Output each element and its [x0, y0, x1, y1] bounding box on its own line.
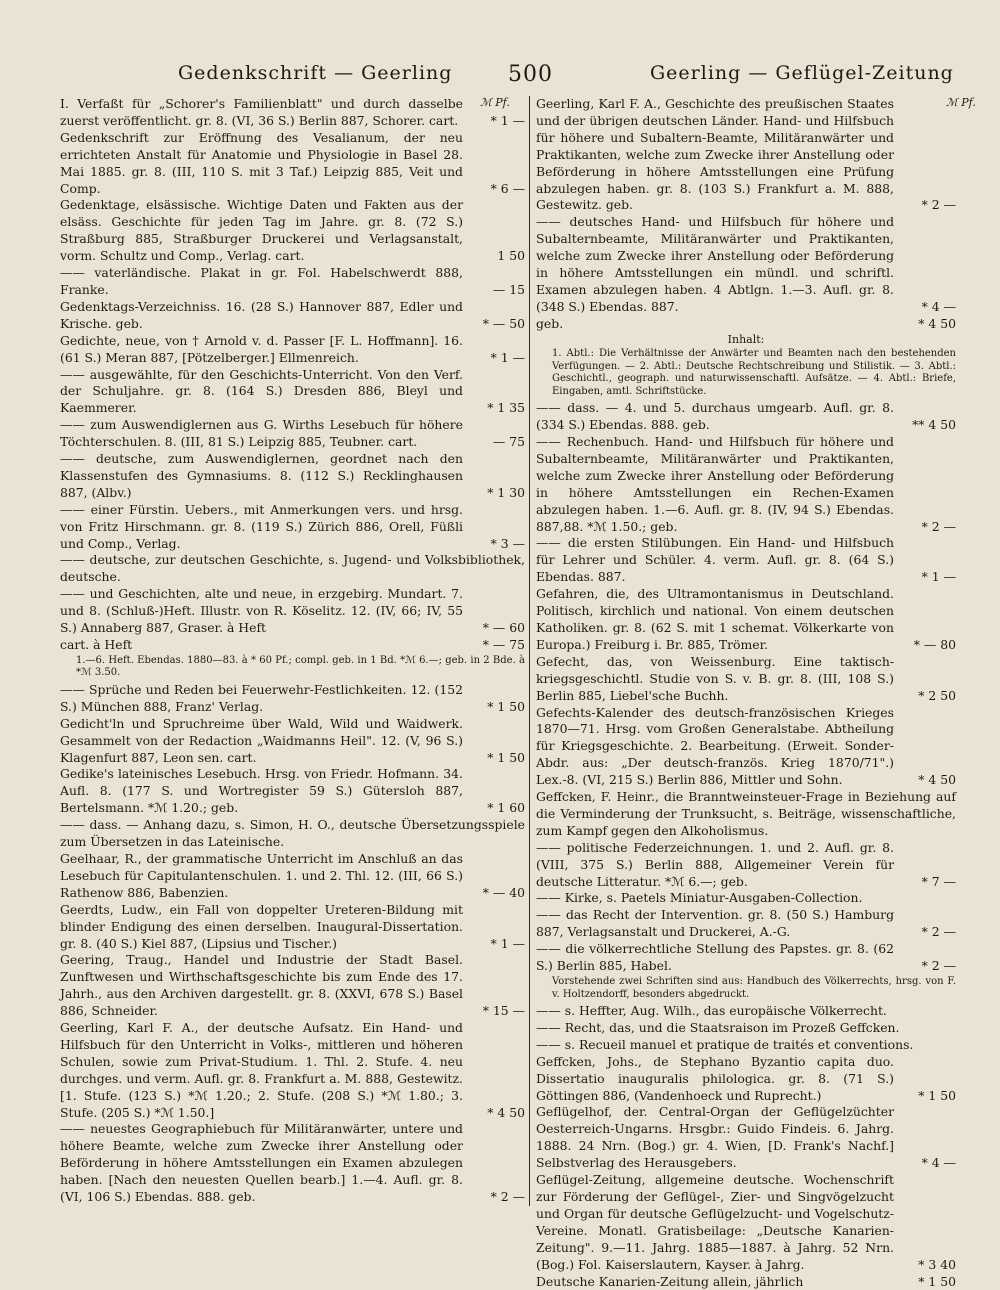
entry-price: * 6 — — [465, 181, 525, 198]
entry-text: Gefecht, das, von Weissenburg. Eine taktisch-kriegsgeschichtl. Studie von S. v. B. gr. 8. (III, 108 S.) Berlin 885, Liebel'sche Buchh. — [536, 654, 894, 705]
bibliography-entry — [536, 316, 956, 333]
entry-text: Geflügel-Zeitung, allgemeine deutsche. Wochenschrift zur Förderung der Geflügel-, Zier- und Singvögelzucht und Organ für deutsche Geflügelzucht- und Vogelschutz-Vereine. Monatl. Gratisbeilage: „Deutsche Kanarien-Zeitung". 9.—11. Jahrg. 1885—1887. à Jahrg. 52 Nrn. (Bog.) Fol. Kaiserslautern, Kayser. à Jahrg. — [536, 1172, 894, 1273]
entry-text: —— Recht, das, und die Staatsraison im Prozeß Geffcken. — [536, 1020, 956, 1037]
entry-text: —— deutsche, zum Auswendiglernen, geordnet nach den Klassenstufen des Gymnasiums. 8. (112 S.) Recklinghausen 887, (Albv.) — [60, 451, 463, 502]
bibliography-entry — [60, 682, 525, 716]
entry-price: * 1 60 — [465, 800, 525, 817]
entry-note: Vorstehende zwei Schriften sind aus: Handbuch des Völkerrechts, hrsg. von F. v. Holtzendorff, besonders abgedruckt. — [536, 976, 956, 1001]
column-divider — [529, 96, 530, 1206]
entry-price: * — 80 — [896, 637, 956, 654]
entry-price: * — 50 — [465, 316, 525, 333]
bibliography-entry — [536, 1003, 956, 1020]
entry-note: Inhalt: — [536, 334, 956, 347]
entry-text: —— einer Fürstin. Uebers., mit Anmerkungen vers. und hrsg. von Fritz Hirschmann. gr. 8. (119 S.) Zürich 886, Orell, Füßli und Comp., Verlag. — [60, 502, 463, 553]
entry-text: —— und Geschichten, alte und neue, in erzgebirg. Mundart. 7. und 8. (Schluß-)Heft. Illustr. von R. Köselitz. 12. (IV, 66; IV, 55 S.) Annaberg 887, Graser. à Heft — [60, 586, 463, 637]
entry-price: * 4 50 — [896, 316, 956, 333]
entry-text: —— Kirke, s. Paetels Miniatur-Ausgaben-Collection. — [536, 890, 956, 907]
bibliography-entry — [60, 637, 525, 654]
bibliography-entry — [536, 907, 956, 941]
entry-text: —— die ersten Stilübungen. Ein Hand- und Hilfsbuch für Lehrer und Schüler. 4. verm. Aufl. gr. 8. (64 S.) Ebendas. 887. — [536, 535, 894, 586]
entry-text: Geffcken, F. Heinr., die Branntweinsteuer-Frage in Beziehung auf die Verminderung der Trunksucht, s. Beiträge, wissenschaftliche, zum Kampf gegen den Alkoholismus. — [536, 789, 956, 840]
entry-text: I. Verfaßt für „Schorer's Familienblatt" und durch dasselbe zuerst veröffentlicht. gr. 8. (VI, 36 S.) Berlin 887, Schorer. cart. — [60, 96, 463, 130]
entry-text: Geflügelhof, der. Central-Organ der Geflügelzüchter Oesterreich-Ungarns. Hrsgbr.: Guido Findeis. 6. Jahrg. 1888. 24 Nrn. (Bog.) gr. 4. Wien, [D. Frank's Nachf.] Selbstverlag des Herausgebers. — [536, 1104, 894, 1172]
bibliography-entry — [60, 502, 525, 553]
bibliography-entry — [60, 817, 525, 851]
bibliography-entry — [536, 400, 956, 434]
entry-price: * 1 — — [465, 936, 525, 953]
bibliography-entry — [60, 1121, 525, 1206]
entry-price: * 2 — — [896, 924, 956, 941]
bibliography-entry — [60, 367, 525, 418]
bibliography-entry — [60, 586, 525, 637]
bibliography-entry — [536, 705, 956, 790]
bibliography-entry — [536, 840, 956, 891]
entry-price: * 2 — — [896, 958, 956, 975]
header-left: Gedenkschrift — Geerling — [178, 62, 452, 84]
entry-text: Gedicht'ln und Spruchreime über Wald, Wild und Waidwerk. Gesammelt von der Redaction „Waidmanns Heil". 12. (V, 96 S.) Klagenfurt 887, Leon sen. cart. — [60, 716, 463, 767]
running-head — [60, 62, 955, 96]
entry-text: —— Rechenbuch. Hand- und Hilfsbuch für höhere und Subalternbeamte, Militäranwärter und Praktikanten, welche zum Zwecke ihrer Anstellung oder Beförderung in höhere Amtsstellungen ein Rechen-Examen abzulegen haben. 1.—6. Aufl. gr. 8. (IV, 94 S.) Ebendas. 887,88. *ℳ 1.50.; geb. — [536, 434, 894, 535]
bibliography-entry — [60, 417, 525, 451]
bibliography-entry — [60, 96, 525, 130]
entry-text: cart. à Heft — [60, 637, 463, 654]
bibliography-entry — [60, 197, 525, 265]
entry-price: * 2 — — [465, 1189, 525, 1206]
entry-text: —— zum Auswendiglernen aus G. Wirths Lesebuch für höhere Töchterschulen. 8. (III, 81 S.) Leipzig 885, Teubner. cart. — [60, 417, 463, 451]
entry-price: * 15 — — [465, 1003, 525, 1020]
entry-price: * 2 — — [896, 197, 956, 214]
bibliography-entry — [536, 96, 956, 214]
bibliography-entry — [60, 130, 525, 198]
entry-text: —— dass. — 4. und 5. durchaus umgearb. Aufl. gr. 8. (334 S.) Ebendas. 888. geb. — [536, 400, 894, 434]
entry-price: * 1 50 — [465, 699, 525, 716]
page-number: 500 — [508, 62, 553, 87]
bibliography-entry — [60, 766, 525, 817]
entry-price: * — 75 — [465, 637, 525, 654]
entry-price: * 4 — — [896, 299, 956, 316]
bibliography-entry — [536, 890, 956, 907]
entry-text: —— s. Heffter, Aug. Wilh., das europäische Völkerrecht. — [536, 1003, 956, 1020]
entry-note: 1. Abtl.: Die Verhältnisse der Anwärter und Beamten nach den bestehenden Verfügungen. — 2. Abtl.: Deutsche Rechtschreibung und Stilistik. — 3. Abtl.: Geschichtl., geograph. und naturwissenschaftl. Aufsätze. — 4. Abtl.: Briefe, Eingaben, amtl. Schriftstücke. — [536, 348, 956, 398]
entry-price: * 1 30 — [465, 485, 525, 502]
entry-text: —— dass. — Anhang dazu, s. Simon, H. O., deutsche Übersetzungsspiele zum Übersetzen in das Lateinische. — [60, 817, 525, 851]
entry-price: * 1 — — [465, 350, 525, 367]
entry-text: Gefechts-Kalender des deutsch-französischen Krieges 1870—71. Hrsg. vom Großen Generalstabe. Abtheilung für Kriegsgeschichte. 2. Bearbeitung. (Erweit. Sonder-Abdr. aus: „Der deutsch-französ. Krieg 1870/71".) Lex.-8. (VI, 215 S.) Berlin 886, Mittler und Sohn. — [536, 705, 894, 790]
entry-note: 1.—6. Heft. Ebendas. 1880—83. à * 60 Pf.; compl. geb. in 1 Bd. *ℳ 6.—; geb. in 2 Bde. à *ℳ 3.50. — [60, 655, 525, 680]
entry-text: Gedenktage, elsässische. Wichtige Daten und Fakten aus der elsäss. Geschichte für jeden Tag im Jahre. gr. 8. (72 S.) Straßburg 885, Straßburger Druckerei und Verlagsanstalt, vorm. Schultz und Comp., Verlag. cart. — [60, 197, 463, 265]
entry-text: —— Sprüche und Reden bei Feuerwehr-Festlichkeiten. 12. (152 S.) München 888, Franz' Verlag. — [60, 682, 463, 716]
entry-text: —— politische Federzeichnungen. 1. und 2. Aufl. gr. 8. (VIII, 375 S.) Berlin 888, Allgemeiner Verein für deutsche Litteratur. *ℳ 6.—; geb. — [536, 840, 894, 891]
entry-price: * 1 35 — [465, 400, 525, 417]
entry-price: * 1 50 — [465, 750, 525, 767]
entry-text: —— vaterländische. Plakat in gr. Fol. Habelschwerdt 888, Franke. — [60, 265, 463, 299]
entry-price: * — 40 — [465, 885, 525, 902]
entry-text: Gedenkschrift zur Eröffnung des Vesalianum, der neu errichteten Anstalt für Anatomie und Physiologie in Basel 28. Mai 1885. gr. 8. (III, 110 S. mit 3 Taf.) Leipzig 885, Veit und Comp. — [60, 130, 463, 198]
bibliography-entry — [60, 552, 525, 586]
entry-price: * 2 — — [896, 519, 956, 536]
entry-text: —— ausgewählte, für den Geschichts-Unterricht. Von den Verf. der Schuljahre. gr. 8. (164 S.) Dresden 886, Bleyl und Kaemmerer. — [60, 367, 463, 418]
bibliography-entry — [536, 434, 956, 535]
entry-text: —— neuestes Geographiebuch für Militäranwärter, untere und höhere Beamte, welche zum Zwecke ihrer Anstellung oder Beförderung in höhere Amtsstellungen ein Examen abzulegen haben. [Nach den neuesten Quellen bearb.] 1.—4. Aufl. gr. 8. (VI, 106 S.) Ebendas. 888. geb. — [60, 1121, 463, 1206]
entry-price: * 3 40 — [896, 1257, 956, 1274]
entry-text: Gefahren, die, des Ultramontanismus in Deutschland. Politisch, kirchlich und national. Von einem deutschen Katholiken. gr. 8. (62 S. mit 1 schemat. Völkerkarte von Europa.) Freiburg i. Br. 885, Trömer. — [536, 586, 894, 654]
left-column — [60, 96, 525, 1206]
entry-text: Geerdts, Ludw., ein Fall von doppelter Ureteren-Bildung mit blinder Endigung des einen derselben. Inaugural-Dissertation. gr. 8. (40 S.) Kiel 887, (Lipsius und Tischer.) — [60, 902, 463, 953]
bibliography-entry — [536, 214, 956, 315]
bibliography-entry — [60, 333, 525, 367]
currency-label-left: ℳ Pf. — [480, 96, 510, 109]
bibliography-entry — [60, 851, 525, 902]
entry-text: Gedike's lateinisches Lesebuch. Hrsg. von Friedr. Hofmann. 34. Aufl. 8. (177 S. und Wortregister 59 S.) Gütersloh 887, Bertelsmann. *ℳ 1.20.; geb. — [60, 766, 463, 817]
entry-text: —— deutsche, zur deutschen Geschichte, s. Jugend- und Volksbibliothek, deutsche. — [60, 552, 525, 586]
bibliography-entry — [536, 654, 956, 705]
bibliography-entry — [536, 789, 956, 840]
bibliography-entry — [536, 1037, 956, 1054]
entry-price: * 1 — — [465, 113, 525, 130]
bibliography-entry — [536, 1172, 956, 1273]
entry-text: Geering, Traug., Handel und Industrie der Stadt Basel. Zunftwesen und Wirthschaftsgeschichte bis zum Ende des 17. Jahrh., aus den Archiven dargestellt. gr. 8. (XXVI, 678 S.) Basel 886, Schneider. — [60, 952, 463, 1020]
entry-price: * 4 — — [896, 1155, 956, 1172]
bibliography-entry — [536, 586, 956, 654]
entry-price: — 15 — [465, 282, 525, 299]
entry-price: * 1 50 — [896, 1088, 956, 1105]
entry-text: —— s. Recueil manuel et pratique de traités et conventions. — [536, 1037, 956, 1054]
bibliography-entry — [60, 716, 525, 767]
entry-text: Geelhaar, R., der grammatische Unterricht im Anschluß an das Lesebuch für Capitulantenschulen. 1. und 2. Thl. 12. (III, 66 S.) Rathenow 886, Babenzien. — [60, 851, 463, 902]
entry-text: Gedenktags-Verzeichniss. 16. (28 S.) Hannover 887, Edler und Krische. geb. — [60, 299, 463, 333]
bibliography-entry — [536, 535, 956, 586]
currency-label-right: ℳ Pf. — [946, 96, 976, 109]
bibliography-entry — [60, 902, 525, 953]
entry-text: geb. — [536, 316, 894, 333]
entry-text: Gedichte, neue, von † Arnold v. d. Passer [F. L. Hoffmann]. 16. (61 S.) Meran 887, [Pötzelberger.] Ellmenreich. — [60, 333, 463, 367]
bibliography-entry — [60, 265, 525, 299]
right-column — [536, 96, 956, 1290]
bibliography-entry — [60, 952, 525, 1020]
bibliography-entry — [536, 1020, 956, 1037]
entry-price: ** 4 50 — [896, 417, 956, 434]
entry-price: * 3 — — [465, 536, 525, 553]
entry-text: Geffcken, Johs., de Stephano Byzantio capita duo. Dissertatio inauguralis philologica. gr. 8. (71 S.) Göttingen 886, (Vandenhoeck und Ruprecht.) — [536, 1054, 894, 1105]
entry-text: —— deutsches Hand- und Hilfsbuch für höhere und Subalternbeamte, Militäranwärter und Praktikanten, welche zum Zwecke ihrer Anstellung oder Beförderung in höhere Amtsstellungen ein mündl. und schriftl. Examen abzulegen haben. 4 Abtlgn. 1.—3. Aufl. gr. 8. (348 S.) Ebendas. 887. — [536, 214, 894, 315]
entry-text: Geerling, Karl F. A., Geschichte des preußischen Staates und der übrigen deutschen Länder. Hand- und Hilfsbuch für höhere und Subaltern-Beamte, Militäranwärter und Praktikanten, welche zum Zwecke ihrer Anstellung oder Beförderung in höhere Amtsstellungen eine Prüfung abzulegen haben. gr. 8. (103 S.) Frankfurt a. M. 888, Gestewitz. geb. — [536, 96, 894, 214]
bibliography-entry — [536, 1104, 956, 1172]
entry-text: Deutsche Kanarien-Zeitung allein, jährlich — [536, 1274, 894, 1290]
bibliography-entry — [60, 299, 525, 333]
entry-price: * 7 — — [896, 874, 956, 891]
entry-price: * 4 50 — [896, 772, 956, 789]
bibliography-entry — [536, 941, 956, 975]
entry-price: 1 50 — [465, 248, 525, 265]
entry-price: * — 60 — [465, 620, 525, 637]
entry-price: * 1 50 — [896, 1274, 956, 1290]
entry-text: —— die völkerrechtliche Stellung des Papstes. gr. 8. (62 S.) Berlin 885, Habel. — [536, 941, 894, 975]
entry-price: * 2 50 — [896, 688, 956, 705]
entry-price: * 1 — — [896, 569, 956, 586]
entry-text: Geerling, Karl F. A., der deutsche Aufsatz. Ein Hand- und Hilfsbuch für den Unterricht in Volks-, mittleren und höheren Schulen, sowie zum Privat-Studium. 1. Thl. 2. Stufe. 4. neu durchges. und verm. Aufl. gr. 8. Frankfurt a. M. 888, Gestewitz. [1. Stufe. (123 S.) *ℳ 1.20.; 2. Stufe. (208 S.) *ℳ 1.80.; 3. Stufe. (205 S.) *ℳ 1.50.] — [60, 1020, 463, 1121]
entry-price: — 75 — [465, 434, 525, 451]
bibliography-entry — [60, 451, 525, 502]
entry-text: —— das Recht der Intervention. gr. 8. (50 S.) Hamburg 887, Verlagsanstalt und Druckerei, A.-G. — [536, 907, 894, 941]
bibliography-entry — [536, 1054, 956, 1105]
header-right: Geerling — Geflügel-Zeitung — [650, 62, 954, 84]
entry-price: * 4 50 — [465, 1105, 525, 1122]
bibliography-entry — [60, 1020, 525, 1121]
